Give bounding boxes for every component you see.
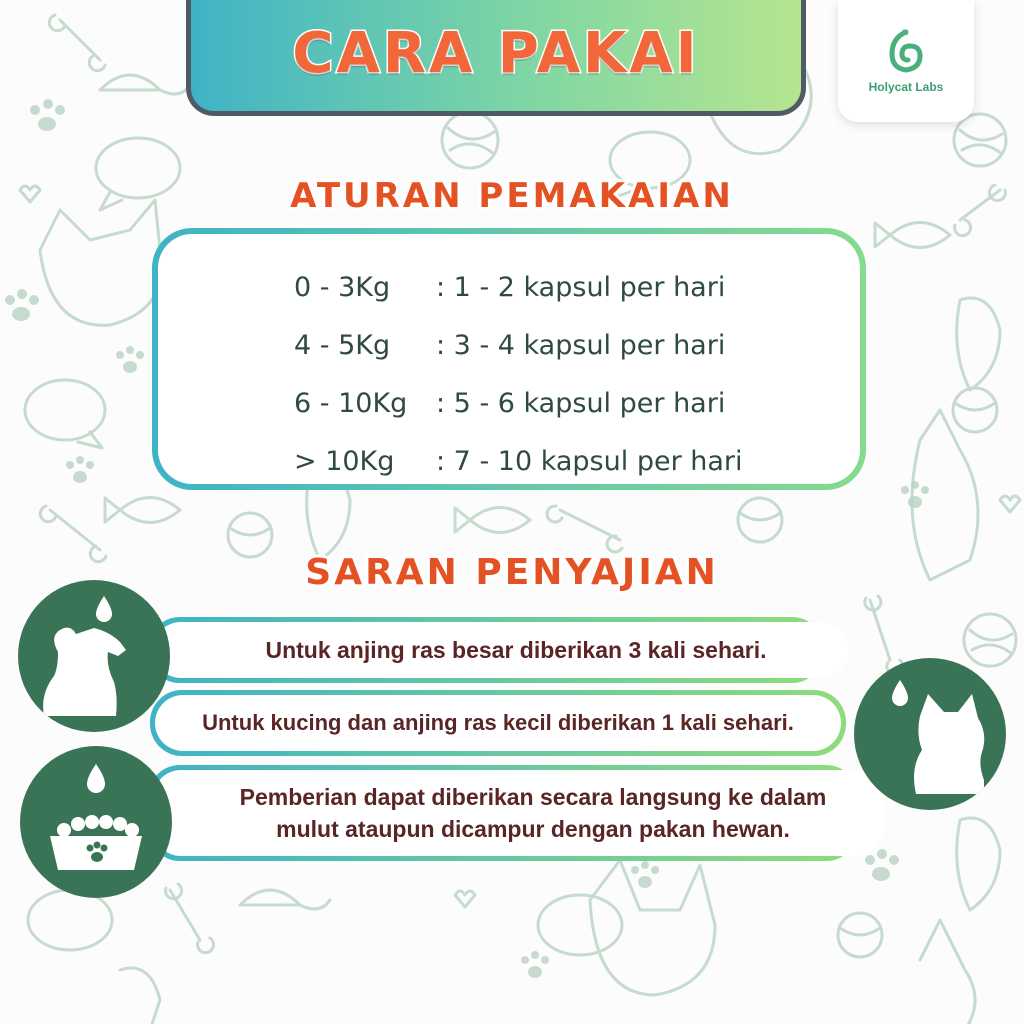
serving-heading: SARAN PENYAJIAN: [305, 552, 719, 593]
cat-drop-icon: [854, 658, 1006, 810]
serving-text: Untuk anjing ras besar diberikan 3 kali sehari.: [265, 636, 767, 663]
serving-item-large-dog: [148, 617, 824, 683]
serving-text: Untuk kucing dan anjing ras kecil diberikan 1 kali sehari.: [202, 710, 794, 735]
food-bowl-drop-icon: [20, 746, 172, 898]
dosage-amount: : 3 - 4 kapsul per hari: [436, 329, 726, 361]
serving-text-line: mulut ataupun dicampur dengan pakan hewan.: [276, 816, 790, 842]
bone-doodle: [49, 15, 105, 71]
dosage-amount: : 1 - 2 kapsul per hari: [436, 271, 726, 303]
page-title: CARA PAKAI: [292, 21, 700, 86]
dosage-row: [158, 258, 860, 316]
dosage-weight: 6 - 10Kg: [294, 387, 408, 419]
serving-item-method: [148, 765, 858, 861]
bone-doodle: [547, 506, 622, 552]
dosage-row: [158, 432, 860, 490]
dosage-weight: 0 - 3Kg: [294, 271, 391, 303]
brand-name: Holycat Labs: [868, 80, 944, 94]
holycat-logo-icon: [886, 28, 926, 74]
bone-doodle: [166, 884, 214, 953]
dosage-amount: : 7 - 10 kapsul per hari: [436, 445, 743, 477]
serving-item-cat-small-dog: [150, 690, 846, 756]
dog-drop-icon: [18, 580, 170, 732]
dosage-weight: > 10Kg: [294, 445, 395, 477]
bone-doodle: [865, 596, 903, 674]
serving-text-line: Pemberian dapat diberikan secara langsung ke dalam: [239, 784, 827, 810]
dosage-weight: 4 - 5Kg: [294, 329, 391, 361]
dosage-heading: ATURAN PEMAKAIAN: [290, 176, 734, 216]
brand-logo-tag: [838, 0, 974, 122]
dosage-box: [152, 228, 866, 490]
title-banner: [186, 0, 806, 116]
dosage-amount: : 5 - 6 kapsul per hari: [436, 387, 726, 419]
dosage-row: [158, 316, 860, 374]
dosage-row: [158, 374, 860, 432]
